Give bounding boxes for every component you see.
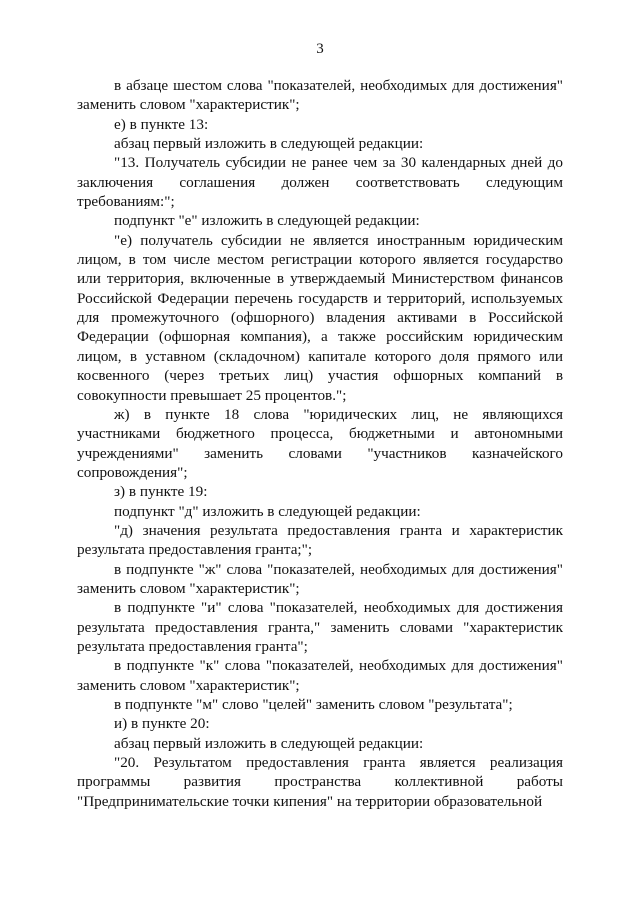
paragraph-item-z-point-19: з) в пункте 19: (114, 483, 208, 501)
paragraph-subpoint-zh-amend: в подпункте "ж" слова "показателей, необходимых для достижения" заменить словом "характеристик"; (77, 560, 563, 597)
paragraph-amend-sixth-indent: в абзаце шестом слова "показателей, необходимых для достижения" заменить словом "характеристик"; (77, 77, 563, 114)
paragraph-first-indent-wording-2: абзац первый изложить в следующей редакции: (114, 734, 424, 752)
paragraph-item-e-point-13: е) в пункте 13: (114, 115, 209, 133)
paragraph-item-i-point-20: и) в пункте 20: (114, 715, 210, 733)
paragraph-point-20-text: "20. Результатом предоставления гранта является реализация программы развития пространства коллективной работы "Предпринимательские точки кипения" на территории образовательной (77, 754, 563, 810)
paragraph-subpoint-e-text: "е) получатель субсидии не является иностранным юридическим лицом, в том числе местом регистрации которого является государство или территория, включенные в утверждаемый Министерством финансов Российской Федерации перечень государств и территорий, используемых для промежуточного (офшорного) владения активами в Российской Федерации (офшорная компания), а также российским юридическим лицом, в уставном (складочном) капитале которого доля прямого или косвенного (через третьих лиц) участия офшорных компаний в совокупности превышает 25 процентов."; (77, 231, 563, 404)
paragraph-subpoint-d-text: "д) значения результата предоставления гранта и характеристик результата предоставления гранта;"; (77, 521, 563, 559)
paragraph-first-indent-wording: абзац первый изложить в следующей редакции: (114, 135, 424, 153)
paragraph-item-zh-point-18: ж) в пункте 18 слова "юридических лиц, не являющихся участниками бюджетного процесса, бюджетными и автономными учреждениями" заменить словами "участников казначейского сопровождения"; (77, 405, 563, 481)
paragraph-subpoint-d-wording: подпункт "д" изложить в следующей редакции: (114, 502, 421, 520)
paragraph-subpoint-k-amend: в подпункте "к" слова "показателей, необходимых для достижения" заменить словом "характеристик"; (77, 657, 563, 694)
document-body (77, 76, 563, 811)
paragraph-subpoint-m-amend: в подпункте "м" слово "целей" заменить словом "результата"; (114, 696, 513, 713)
page-number: 3 (316, 41, 324, 57)
paragraph-subpoint-e-wording: подпункт "е" изложить в следующей редакции: (114, 212, 420, 230)
paragraph-point-13-text: "13. Получатель субсидии не ранее чем за 30 календарных дней до заключения соглашения должен соответствовать следующим требованиям:"; (77, 154, 563, 211)
paragraph-subpoint-i-amend: в подпункте "и" слова "показателей, необходимых для достижения результата предоставления гранта," заменить словами "характеристик результата предоставления гранта"; (77, 599, 563, 655)
